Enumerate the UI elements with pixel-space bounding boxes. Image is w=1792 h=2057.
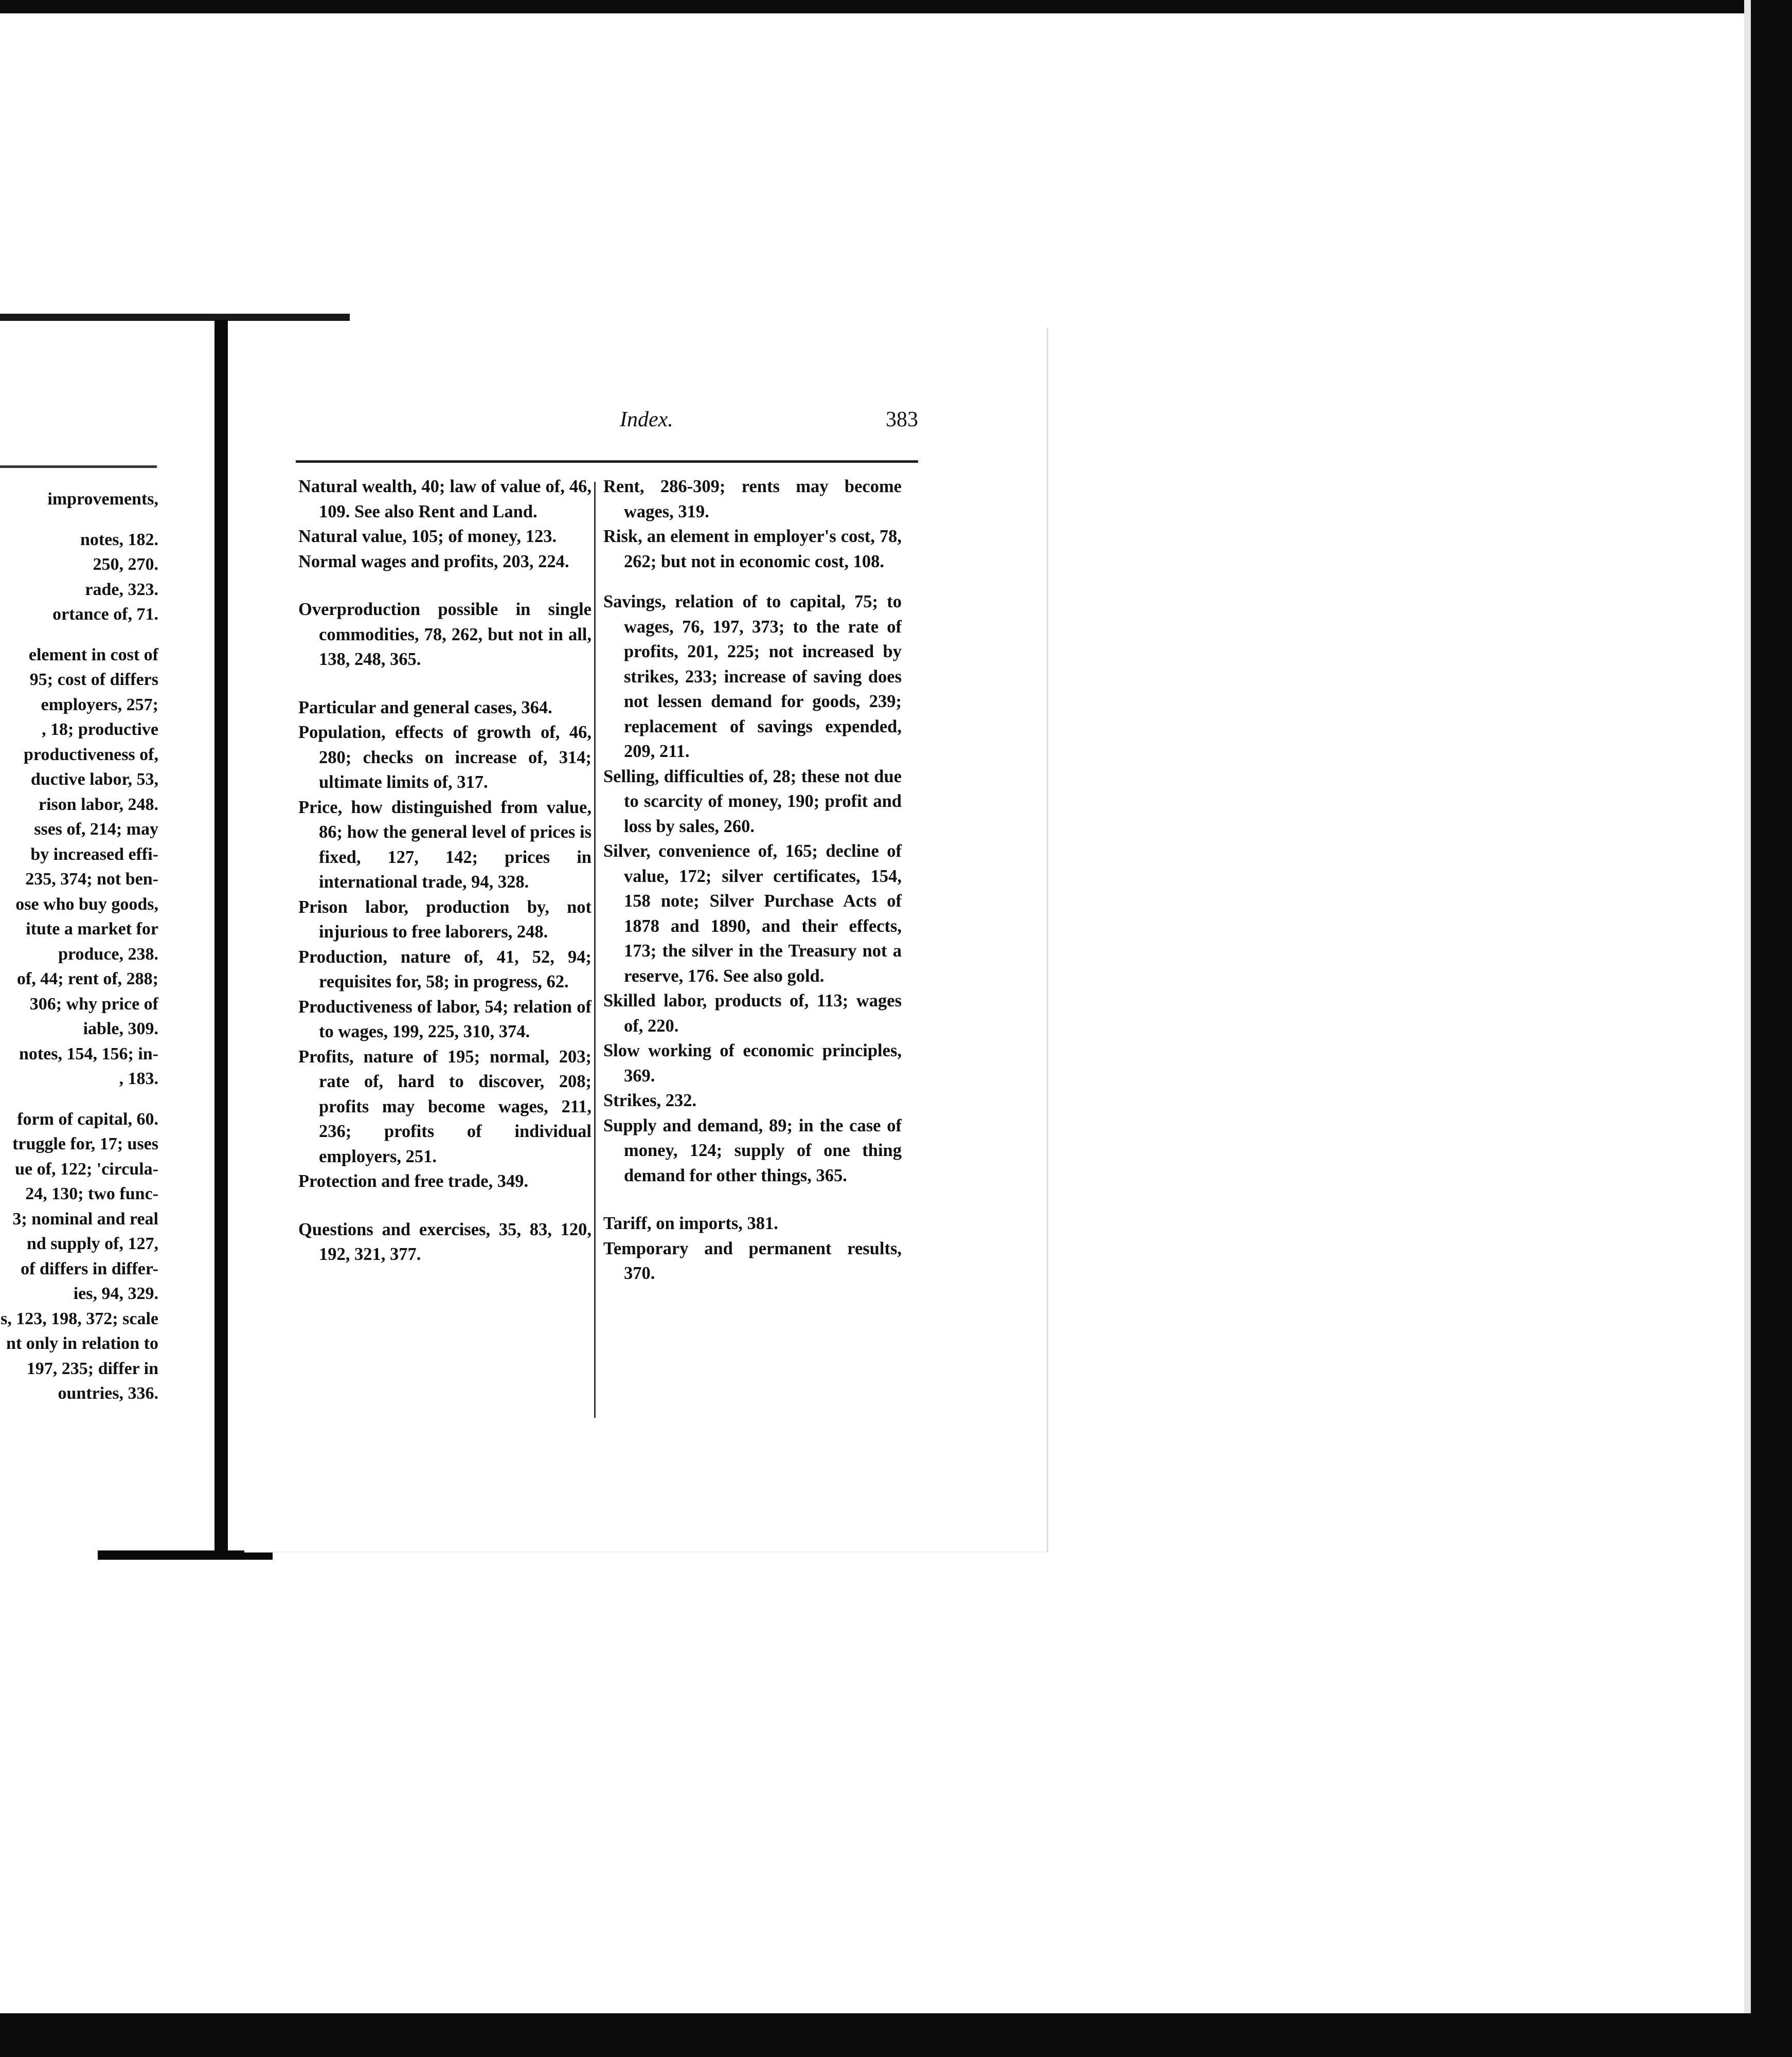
index-entry: Natural wealth, 40; law of value of, 46, 109. See also Rent and Land. <box>298 477 592 521</box>
index-entry: Risk, an element in employer's cost, 78, 262; but not in economic cost, 108. <box>603 527 902 571</box>
left-line: ies, 94, 329. <box>73 1284 158 1303</box>
left-line: ountries, 336. <box>58 1384 158 1403</box>
left-line: produce, 238. <box>58 944 158 964</box>
index-entry: Tariff, on imports, 381. <box>603 1214 778 1233</box>
index-column-left <box>298 474 592 1267</box>
index-entry: Rent, 286-309; rents may become wages, 319. <box>603 477 902 521</box>
left-line: iable, 309. <box>83 1019 158 1038</box>
left-line: itute a market for <box>26 919 158 939</box>
index-entry: Skilled labor, products of, 113; wages of, 220. <box>603 991 902 1036</box>
running-head <box>296 407 918 438</box>
left-line-gap <box>0 512 158 528</box>
scan-frame-edge <box>1744 0 1751 2013</box>
left-line: 197, 235; differ in <box>26 1359 158 1378</box>
left-line: of differs in differ- <box>21 1259 158 1278</box>
left-line: s, 123, 198, 372; scale <box>1 1309 158 1328</box>
left-line: 95; cost of differs <box>29 670 158 689</box>
left-line: element in cost of <box>28 645 158 664</box>
index-entry: Silver, convenience of, 165; decline of value, 172; silver certificates, 154, 158 note; Silver Purchase Acts of 1878 and 1890, and their effects, 173; the silver in the Treasury not a reserve, 176. See also gold. <box>603 841 902 986</box>
left-facing-page <box>0 465 206 1442</box>
index-entry: Production, nature of, 41, 52, 94; requisites for, 58; in progress, 62. <box>298 947 592 991</box>
page-number: 383 <box>886 408 918 431</box>
left-line: , 18; productive <box>42 720 158 739</box>
running-title: Index. <box>620 408 673 431</box>
left-page-text <box>0 487 158 1406</box>
left-line-gap <box>0 1092 158 1107</box>
left-line: rade, 323. <box>85 580 158 599</box>
left-line: notes, 154, 156; in- <box>19 1044 158 1063</box>
left-line: sses of, 214; may <box>34 820 158 839</box>
binding-spine <box>214 320 228 1557</box>
left-line: nt only in relation to <box>6 1334 158 1353</box>
index-entry: Supply and demand, 89; in the case of money, 124; supply of one thing demand for other things, 365. <box>603 1115 902 1185</box>
left-line: ortance of, 71. <box>52 605 158 624</box>
index-entry: Temporary and permanent results, 370. <box>603 1238 902 1283</box>
column-divider <box>594 482 596 1418</box>
index-entry: Protection and free trade, 349. <box>298 1171 529 1191</box>
left-line: ose who buy goods, <box>15 894 158 914</box>
left-line: 235, 374; not ben- <box>25 870 158 889</box>
left-line: 3; nominal and real <box>12 1209 158 1229</box>
index-page <box>244 328 1048 1553</box>
index-entry: Productiveness of labor, 54; relation of to wages, 199, 225, 310, 374. <box>298 997 592 1041</box>
scan-frame-right <box>1751 0 1792 2057</box>
left-line: form of capital, 60. <box>17 1109 158 1129</box>
index-entry: Savings, relation of to capital, 75; to wages, 76, 197, 373; to the rate of profits, 201, 225; not increased by strikes, 233; increase of saving does not lessen demand for goods, 239; replacement of savings expended, 209, 211. <box>603 592 902 761</box>
index-entry: Slow working of economic principles, 369. <box>603 1041 902 1086</box>
index-entry: Natural value, 105; of money, 123. <box>298 527 557 546</box>
index-entry: Profits, nature of 195; normal, 203; rate of, hard to discover, 208; profits may become wages, 211, 236; profits of individual employers, 251. <box>298 1046 592 1166</box>
left-line: , 183. <box>119 1069 158 1088</box>
index-entry: Normal wages and profits, 203, 224. <box>298 551 569 571</box>
index-column-right <box>603 474 902 1286</box>
left-line: by increased effi- <box>30 844 158 864</box>
index-entry: Prison labor, production by, not injurious to free laborers, 248. <box>298 897 592 942</box>
index-entry: Population, effects of growth of, 46, 280; checks on increase of, 314; ultimate limits of, 317. <box>298 723 592 792</box>
index-entry: Selling, difficulties of, 28; these not due to scarcity of money, 190; profit and loss by sales, 260. <box>603 766 902 836</box>
left-line: rison labor, 248. <box>38 795 158 814</box>
left-line: truggle for, 17; uses <box>12 1134 158 1153</box>
binding-top-edge <box>0 314 350 321</box>
left-line: ue of, 122; 'circula- <box>15 1159 158 1179</box>
left-line: employers, 257; <box>41 695 158 714</box>
left-line: productiveness of, <box>24 745 158 764</box>
index-entry: Overproduction possible in single commodities, 78, 262, but not in all, 138, 248, 365. <box>298 600 592 669</box>
header-rule <box>296 460 918 463</box>
left-line: 250, 270. <box>93 555 158 574</box>
index-entry: Price, how distinguished from value, 86; how the general level of prices is fixed, 127, 142; prices in international trade, 94, 328. <box>298 797 592 892</box>
left-page-rule <box>0 465 157 468</box>
left-line: 24, 130; two func- <box>25 1184 158 1203</box>
left-line: nd supply of, 127, <box>26 1234 158 1253</box>
scan-frame-top <box>0 0 1792 13</box>
left-line: 306; why price of <box>29 994 158 1014</box>
index-entry: Questions and exercises, 35, 83, 120, 192, 321, 377. <box>298 1219 592 1264</box>
left-line: improvements, <box>47 490 158 509</box>
left-line: ductive labor, 53, <box>30 770 158 789</box>
index-entry: Particular and general cases, 364. <box>298 697 552 717</box>
left-line: notes, 182. <box>80 530 158 549</box>
scan-frame-bottom <box>0 2013 1792 2057</box>
index-entry: Strikes, 232. <box>603 1091 697 1110</box>
left-line-gap <box>0 627 158 643</box>
left-line: of, 44; rent of, 288; <box>16 969 158 988</box>
